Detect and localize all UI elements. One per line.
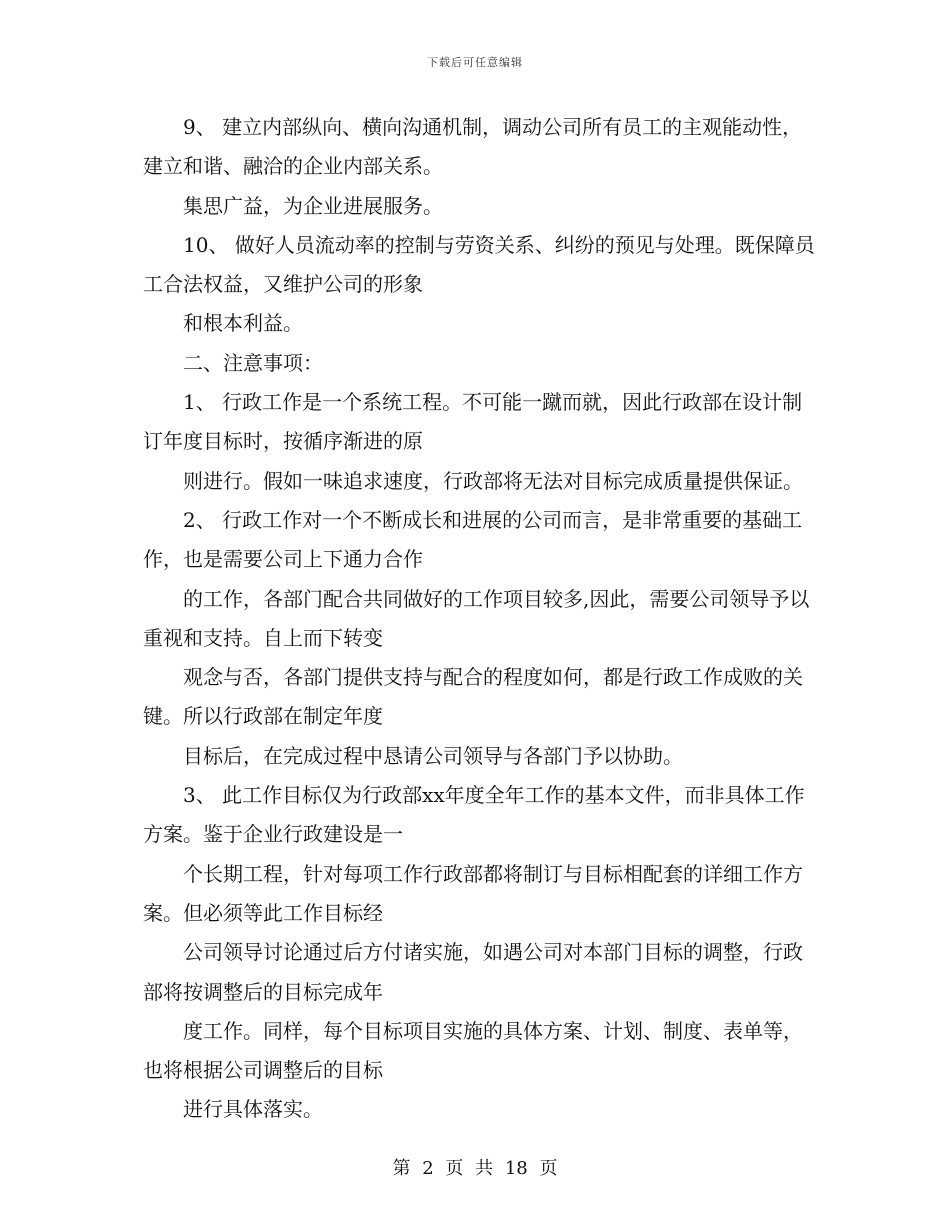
paragraph: 9、 建立内部纵向、横向沟通机制，调动公司所有员工的主观能动性，建立和谐、融洽的企业内部关系。: [143, 115, 803, 179]
paragraph: 则进行。假如一味追求速度，行政部将无法对目标完成质量提供保证。: [183, 468, 803, 493]
paragraph: 集思广益，为企业进展服务。: [183, 193, 443, 218]
paragraph: 个长期工程，针对每项工作行政部都将制订与目标相配套的详细工作方案。但必须等此工作目标经: [143, 861, 803, 925]
paragraph: 公司领导讨论通过后方付诸实施，如遇公司对本部门目标的调整，行政部将按调整后的目标完成年: [143, 940, 803, 1004]
paragraph: 进行具体落实。: [183, 1097, 323, 1122]
paragraph: 2、 行政工作对一个不断成长和进展的公司而言，是非常重要的基础工作，也是需要公司上下通力合作: [143, 507, 803, 572]
paragraph: 的工作，各部门配合共同做好的工作项目较多,因此，需要公司领导予以重视和支持。自上而下转变: [143, 586, 810, 650]
paragraph: 观念与否，各部门提供支持与配合的程度如何，都是行政工作成败的关键。所以行政部在制定年度: [143, 665, 803, 729]
paragraph: 和根本利益。: [183, 311, 303, 336]
paragraph: 目标后，在完成过程中恳请公司领导与各部门予以协助。: [183, 743, 683, 768]
paragraph: 3、 此工作目标仅为行政部xx年度全年工作的基本文件，而非具体工作方案。鉴于企业行政建设是一: [143, 783, 805, 847]
paragraph: 1、 行政工作是一个系统工程。不可能一蹴而就，因此行政部在设计制订年度目标时，按循序渐进的原: [143, 390, 803, 454]
page-header-note: 下载后可任意编辑: [427, 56, 523, 69]
page-number: 第 2 页 共 18 页: [392, 1158, 558, 1179]
document-body: [143, 108, 815, 1130]
paragraph: 度工作。同样，每个目标项目实施的具体方案、计划、制度、表单等，也将根据公司调整后的目标: [143, 1018, 803, 1083]
paragraph: 10、 做好人员流动率的控制与劳资关系、纠纷的预见与处理。既保障员工合法权益，又维护公司的形象: [143, 232, 815, 297]
section-heading: 二、注意事项：: [183, 350, 323, 375]
